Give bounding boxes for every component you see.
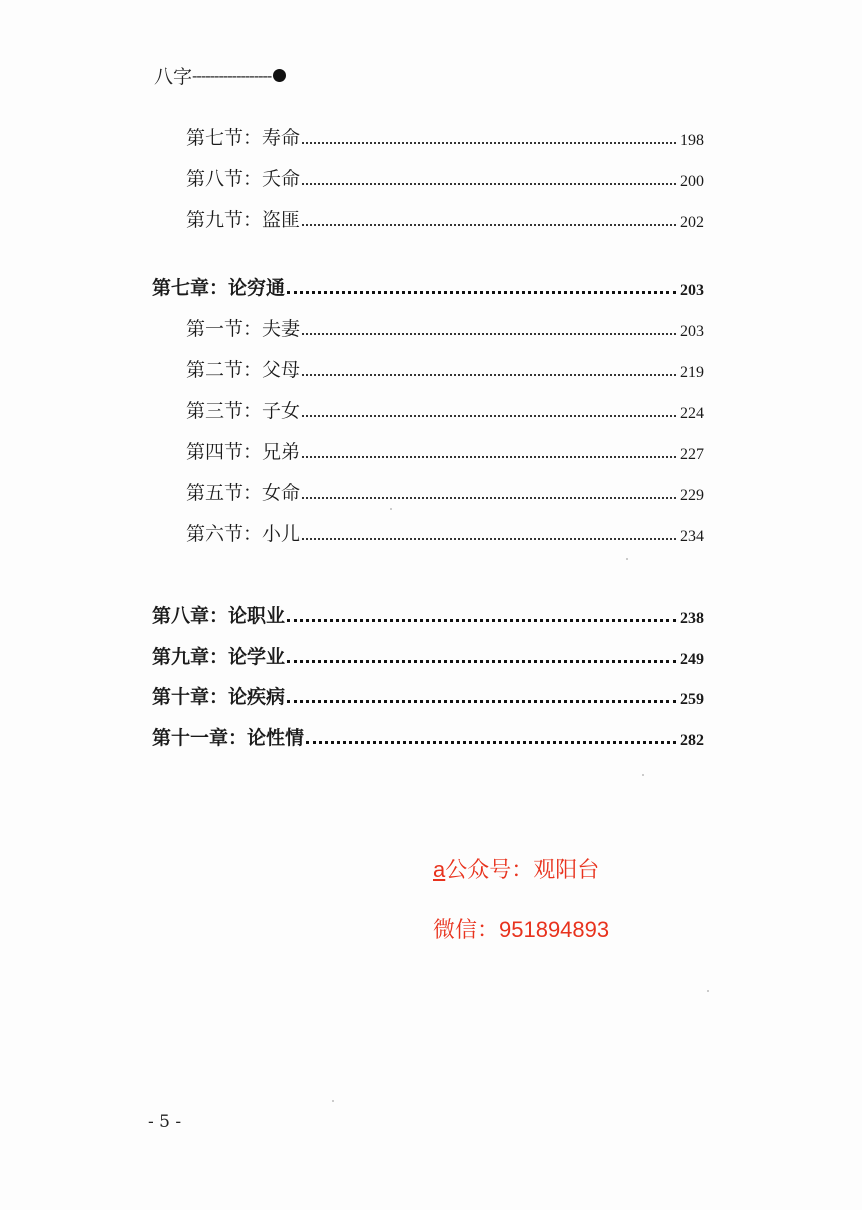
toc-entry-page: 203 <box>680 323 704 340</box>
toc-entry-section-c7-3 <box>186 395 704 423</box>
toc-entry-page: 229 <box>680 487 704 504</box>
toc-entry-page: 198 <box>680 132 704 149</box>
toc-entry-label: 第七节：寿命 <box>186 127 301 149</box>
toc-entry-section-c7-2 <box>186 354 704 382</box>
toc-entry-page: 249 <box>680 651 704 668</box>
toc-entry-page: 202 <box>680 214 704 231</box>
dot-leader <box>302 332 676 335</box>
toc-entry-label: 第二节：父母 <box>186 359 301 381</box>
toc-entry-label: 第十章：论疾病 <box>152 686 286 708</box>
toc-entry-section-c7-6 <box>186 518 704 546</box>
dot-leader <box>302 537 676 540</box>
dot-leader <box>302 455 676 458</box>
toc-entry-section-c7-5 <box>186 477 704 505</box>
toc-entry-chapter-10 <box>152 681 704 709</box>
dot-leader <box>302 141 676 144</box>
toc-entry-label: 第七章：论穷通 <box>152 277 286 299</box>
toc-entry-page: 227 <box>680 446 704 463</box>
toc-entry-page: 259 <box>680 691 704 708</box>
dot-leader <box>302 373 676 376</box>
promo-account-line <box>433 853 599 884</box>
toc-entry-label: 第三节：子女 <box>186 400 301 422</box>
toc-entry-page: 234 <box>680 528 704 545</box>
toc-entry-page: 238 <box>680 610 704 627</box>
page-number-footer: - 5 - <box>148 1112 182 1132</box>
dot-leader <box>287 290 676 294</box>
toc-entry-section-7-7 <box>186 122 704 150</box>
header-dashes: ------------------ <box>192 66 272 85</box>
toc-entry-label: 第九章：论学业 <box>152 646 286 668</box>
header-title: 八字 <box>154 66 193 88</box>
scan-speck <box>332 1100 334 1102</box>
dot-leader <box>302 223 676 226</box>
promo-account-name: 公众号：观阳台 <box>445 857 600 882</box>
toc-entry-label: 第一节：夫妻 <box>186 318 301 340</box>
dot-leader <box>287 618 676 622</box>
toc-entry-label: 第四节：兄弟 <box>186 441 301 463</box>
scan-speck <box>642 774 644 776</box>
toc-entry-page: 200 <box>680 173 704 190</box>
toc-entry-section-7-9 <box>186 204 704 232</box>
dot-leader <box>302 182 676 185</box>
toc-entry-chapter-9 <box>152 641 704 669</box>
toc-entry-section-c7-1 <box>186 313 704 341</box>
toc-entry-section-7-8 <box>186 163 704 191</box>
toc-entry-page: 203 <box>680 282 704 299</box>
toc-entry-section-c7-4 <box>186 436 704 464</box>
toc-entry-label: 第六节：小儿 <box>186 523 301 545</box>
toc-entry-page: 282 <box>680 732 704 749</box>
dot-leader <box>302 414 676 417</box>
promo-account-prefix: a <box>433 857 446 882</box>
toc-entry-chapter-8 <box>152 600 704 628</box>
scan-speck <box>390 508 392 510</box>
running-header <box>154 62 286 89</box>
dot-leader <box>287 699 676 703</box>
promo-wechat-line: 微信：951894893 <box>433 917 610 942</box>
toc-entry-page: 224 <box>680 405 704 422</box>
toc-entry-chapter-7 <box>152 272 704 300</box>
dot-leader <box>287 659 676 663</box>
toc-entry-chapter-11 <box>152 722 704 750</box>
scan-speck <box>707 990 709 992</box>
toc-entry-label: 第五节：女命 <box>186 482 301 504</box>
toc-entry-label: 第十一章：论性情 <box>152 727 305 749</box>
toc-entry-page: 219 <box>680 364 704 381</box>
toc-entry-label: 第八章：论职业 <box>152 605 286 627</box>
toc-entry-label: 第九节：盗匪 <box>186 209 301 231</box>
scan-speck <box>626 558 628 560</box>
dot-leader <box>302 496 676 499</box>
dot-leader <box>306 740 676 744</box>
toc-entry-label: 第八节：夭命 <box>186 168 301 190</box>
bullet-dot-icon <box>273 69 286 82</box>
